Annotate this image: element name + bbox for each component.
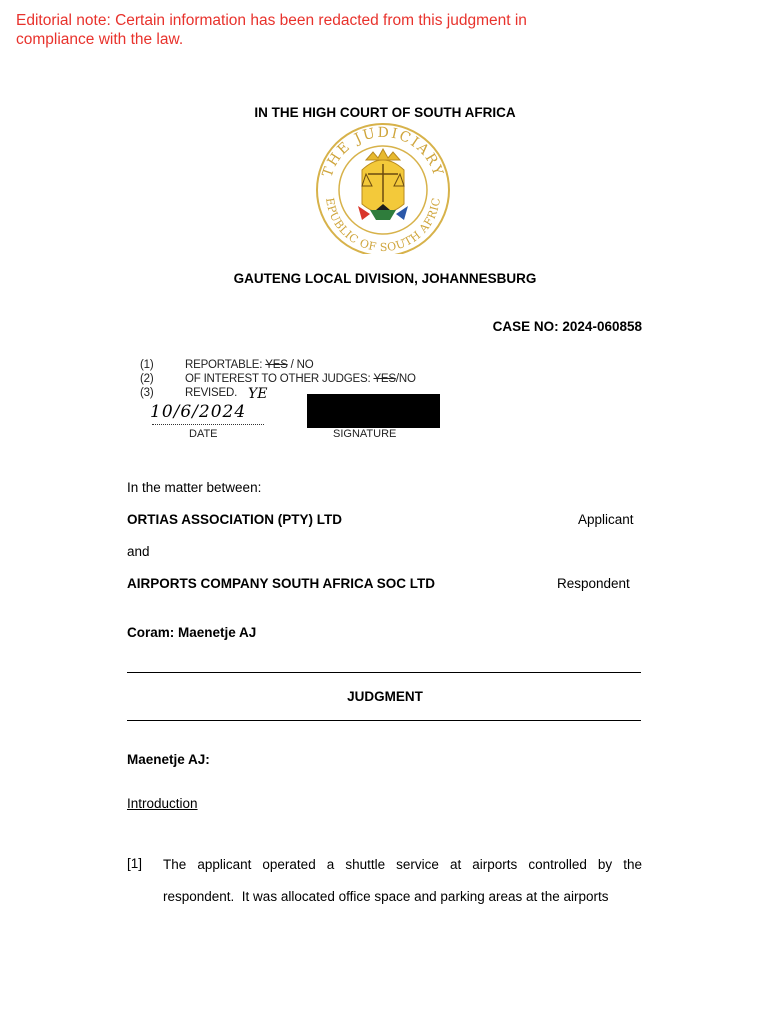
date-handwritten: 10/6/2024 (150, 402, 247, 422)
redaction-box (307, 394, 440, 428)
judge-heading: Maenetje AJ: (127, 752, 210, 767)
reportable-item: (2) OF INTEREST TO OTHER JUDGES: YES /NO (140, 373, 416, 385)
respondent-name: AIRPORTS COMPANY SOUTH AFRICA SOC LTD (127, 576, 436, 591)
division-name: GAUTENG LOCAL DIVISION, JOHANNESBURG (233, 271, 537, 286)
judgment-heading: JUDGMENT (347, 689, 423, 704)
paragraph-line-1: The applicant operated a shuttle service at airports controlled by the (163, 857, 642, 872)
respondent-role: Respondent (557, 576, 630, 591)
and-text: and (127, 544, 150, 559)
divider-bottom (127, 720, 641, 721)
revised-handwritten: YE (248, 386, 268, 402)
section-heading: Introduction (127, 796, 198, 811)
matter-intro: In the matter between: (127, 480, 262, 495)
seal-bottom-text: EPUBLIC OF SOUTH AFRIC (323, 196, 443, 254)
coram: Coram: Maenetje AJ (127, 625, 257, 640)
seal-top-text: THE JUDICIARY (319, 124, 447, 180)
court-name: IN THE HIGH COURT OF SOUTH AFRICA (254, 105, 516, 120)
reportable-item: (3) REVISED. (140, 387, 238, 399)
divider-top (127, 672, 641, 673)
editorial-note: Editorial note: Certain information has been redacted from this judgment in compliance with the law. (16, 12, 527, 48)
judiciary-seal-logo (310, 122, 456, 254)
paragraph-line-2: respondent. It was allocated office space and parking areas at the airports (163, 889, 609, 904)
date-line (152, 424, 264, 425)
paragraph-number: [1] (127, 856, 143, 871)
date-label: DATE (189, 428, 218, 440)
applicant-name: ORTIAS ASSOCIATION (PTY) LTD (127, 512, 342, 527)
reportable-item: (1) REPORTABLE: YES / NO (140, 359, 314, 371)
signature-label: SIGNATURE (333, 428, 397, 440)
applicant-role: Applicant (578, 512, 634, 527)
case-number: CASE NO: 2024-060858 (492, 319, 642, 334)
